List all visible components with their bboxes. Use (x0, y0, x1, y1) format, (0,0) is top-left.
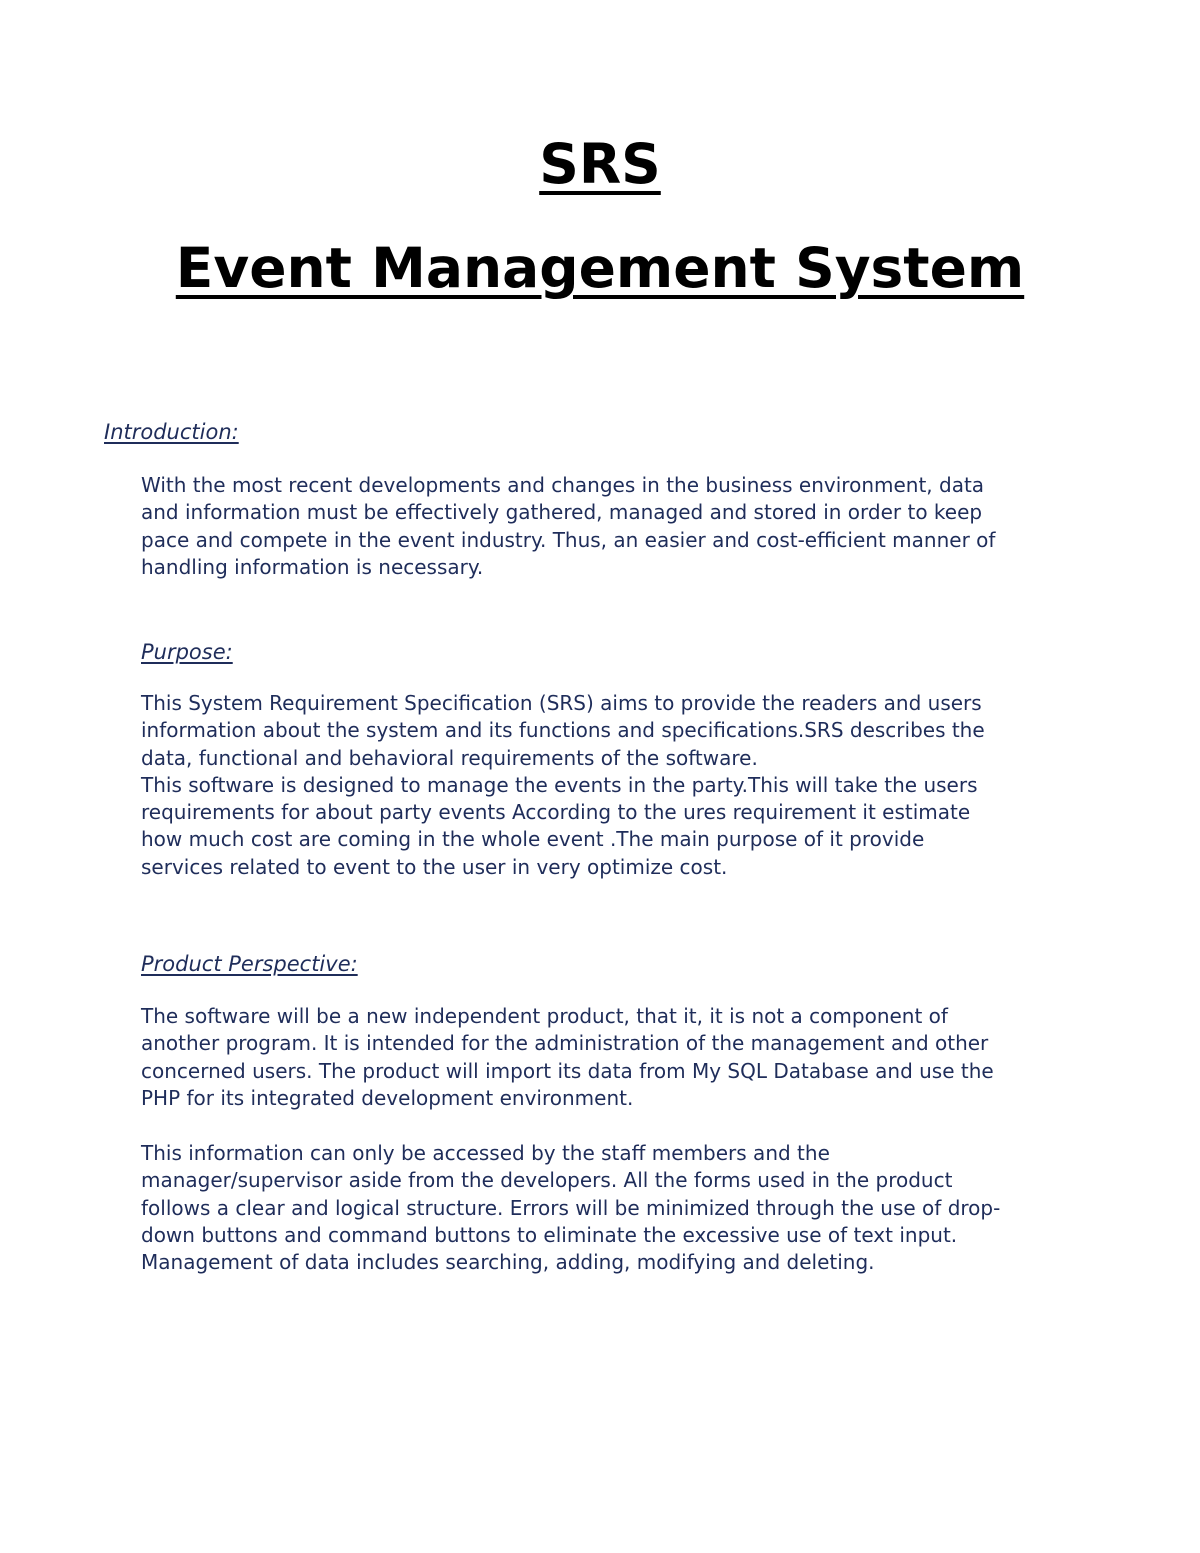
document-title: SRS (539, 132, 661, 196)
purpose-paragraph (141, 690, 1061, 881)
text-line: This information can only be accessed by the staff members and the (141, 1141, 830, 1165)
text-line: With the most recent developments and changes in the business environment, data (141, 473, 985, 497)
title-container (0, 128, 1200, 200)
introduction-paragraph (141, 472, 1061, 581)
text-line: This System Requirement Specification (SRS) aims to provide the readers and users (141, 691, 982, 715)
text-line: handling information is necessary. (141, 554, 484, 579)
text-line: information about the system and its functions and specifications.SRS describes the (141, 718, 985, 743)
text-line: manager/supervisor aside from the developers. All the forms used in the product (141, 1168, 953, 1193)
text-line: The software will be a new independent product, that it, it is not a component of (141, 1004, 948, 1028)
product-perspective-paragraph-2 (141, 1140, 1061, 1276)
product-perspective-paragraph-1 (141, 1003, 1061, 1112)
text-line: data, functional and behavioral requirements of the software. (141, 745, 758, 770)
text-line: PHP for its integrated development environment. (141, 1085, 634, 1110)
text-line: and information must be effectively gathered, managed and stored in order to keep (141, 500, 983, 525)
section-heading-purpose: Purpose: (141, 640, 233, 664)
text-line: down buttons and command buttons to eliminate the excessive use of text input. (141, 1222, 958, 1247)
text-line: follows a clear and logical structure. Errors will be minimized through the use of drop- (141, 1195, 1001, 1220)
text-line: Management of data includes searching, adding, modifying and deleting. (141, 1250, 875, 1275)
text-line: pace and compete in the event industry. Thus, an easier and cost-efficient manner of (141, 527, 996, 552)
text-line: This software is designed to manage the events in the party.This will take the users (141, 772, 978, 797)
text-line: services related to event to the user in very optimize cost. (141, 854, 728, 879)
subtitle-container (0, 232, 1200, 304)
text-line: concerned users. The product will import its data from My SQL Database and use the (141, 1058, 994, 1083)
text-line: another program. It is intended for the administration of the management and other (141, 1031, 989, 1056)
document-subtitle: Event Management System (175, 236, 1025, 300)
text-line: requirements for about party events According to the ures requirement it estimate (141, 800, 971, 825)
section-heading-introduction: Introduction: (104, 420, 239, 444)
text-line: how much cost are coming in the whole event .The main purpose of it provide (141, 827, 925, 852)
section-heading-product-perspective: Product Perspective: (141, 952, 358, 976)
